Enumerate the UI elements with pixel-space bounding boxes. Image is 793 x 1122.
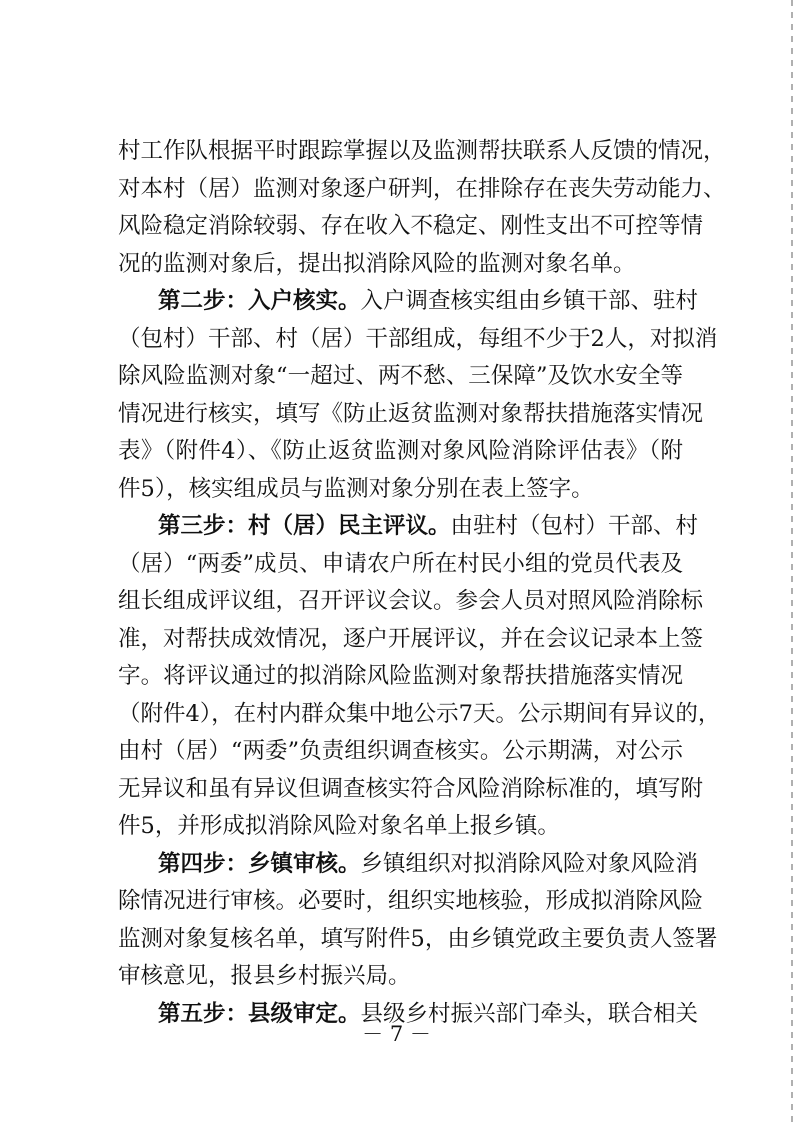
text-line (118, 846, 699, 884)
text-line: 除风险监测对象“一超过、两不愁、三保障”及饮水安全等 (118, 363, 683, 389)
text-span: 县级乡村振兴部门牵头，联合相关 (360, 1000, 699, 1027)
text-span: 由驻村（包村）干部、村 (450, 513, 699, 539)
text-line: （居）“两委”成员、申请农户所在村民小组的党员代表及 (118, 550, 683, 577)
step-heading: 第二步：入户核实。 (158, 288, 361, 314)
text-line: （包村）干部、村（居）干部组成，每组不少于2人，对拟消 (118, 325, 718, 352)
text-line: 风险稳定消除较弱、存在收入不稳定、刚性支出不可控等情 (118, 213, 704, 239)
paragraph-step-3 (118, 508, 721, 846)
text-line: 无异议和虽有异议但调查核实符合风险消除标准的，填写附 (118, 775, 704, 802)
text-line: 村工作队根据平时跟踪掌握以及监测帮扶联系人反馈的情况， (118, 138, 726, 164)
paragraph-step-2 (118, 283, 718, 508)
text-line: 除情况进行审核。必要时，组织实地核验，形成拟消除风险 (118, 888, 704, 914)
text-span: 入户调查核实组由乡镇干部、驻村 (360, 288, 699, 314)
text-line: 字。将评议通过的拟消除风险监测对象帮扶措施落实情况 (118, 663, 683, 689)
step-heading: 第五步：县级审定。 (158, 1000, 361, 1027)
page-number: － 7 － (362, 1022, 431, 1046)
text-line (118, 283, 699, 321)
text-line: 审核意见，报县乡村振兴局。 (118, 963, 411, 989)
text-line: 对本村（居）监测对象逐户研判，在排除存在丧失劳动能力、 (118, 175, 726, 202)
step-heading: 第三步：村（居）民主评议。 (158, 513, 451, 539)
text-line: 准，对帮扶成效情况，逐户开展评议，并在会议记录本上签 (118, 625, 704, 652)
text-line: 组长组成评议组，召开评议会议。参会人员对照风险消除标 (118, 588, 704, 614)
text-line: 件5），核实组成员与监测对象分别在表上签字。 (118, 475, 594, 502)
paragraph-1 (118, 133, 726, 283)
text-line (118, 508, 699, 546)
document-body (118, 133, 726, 1033)
text-line: 情况进行核实，填写《防止返贫监测对象帮扶措施落实情况 (118, 400, 704, 427)
text-line: （附件4），在村内群众集中地公示7天。公示期间有异议的， (118, 700, 721, 727)
step-heading: 第四步：乡镇审核。 (158, 850, 361, 877)
text-span: 乡镇组织对拟消除风险对象风险消 (360, 850, 699, 877)
text-line: 况的监测对象后，提出拟消除风险的监测对象名单。 (118, 250, 636, 277)
text-line: 表》（附件4）、《防止返贫监测对象风险消除评估表》（附 (118, 438, 683, 464)
text-line: 监测对象复核名单，填写附件5，由乡镇党政主要负责人签署 (118, 925, 718, 952)
paragraph-step-4 (118, 846, 718, 996)
text-line: 由村（居）“两委”负责组织调查核实。公示期满，对公示 (118, 738, 683, 764)
text-line: 件5，并形成拟消除风险对象名单上报乡镇。 (118, 813, 560, 839)
